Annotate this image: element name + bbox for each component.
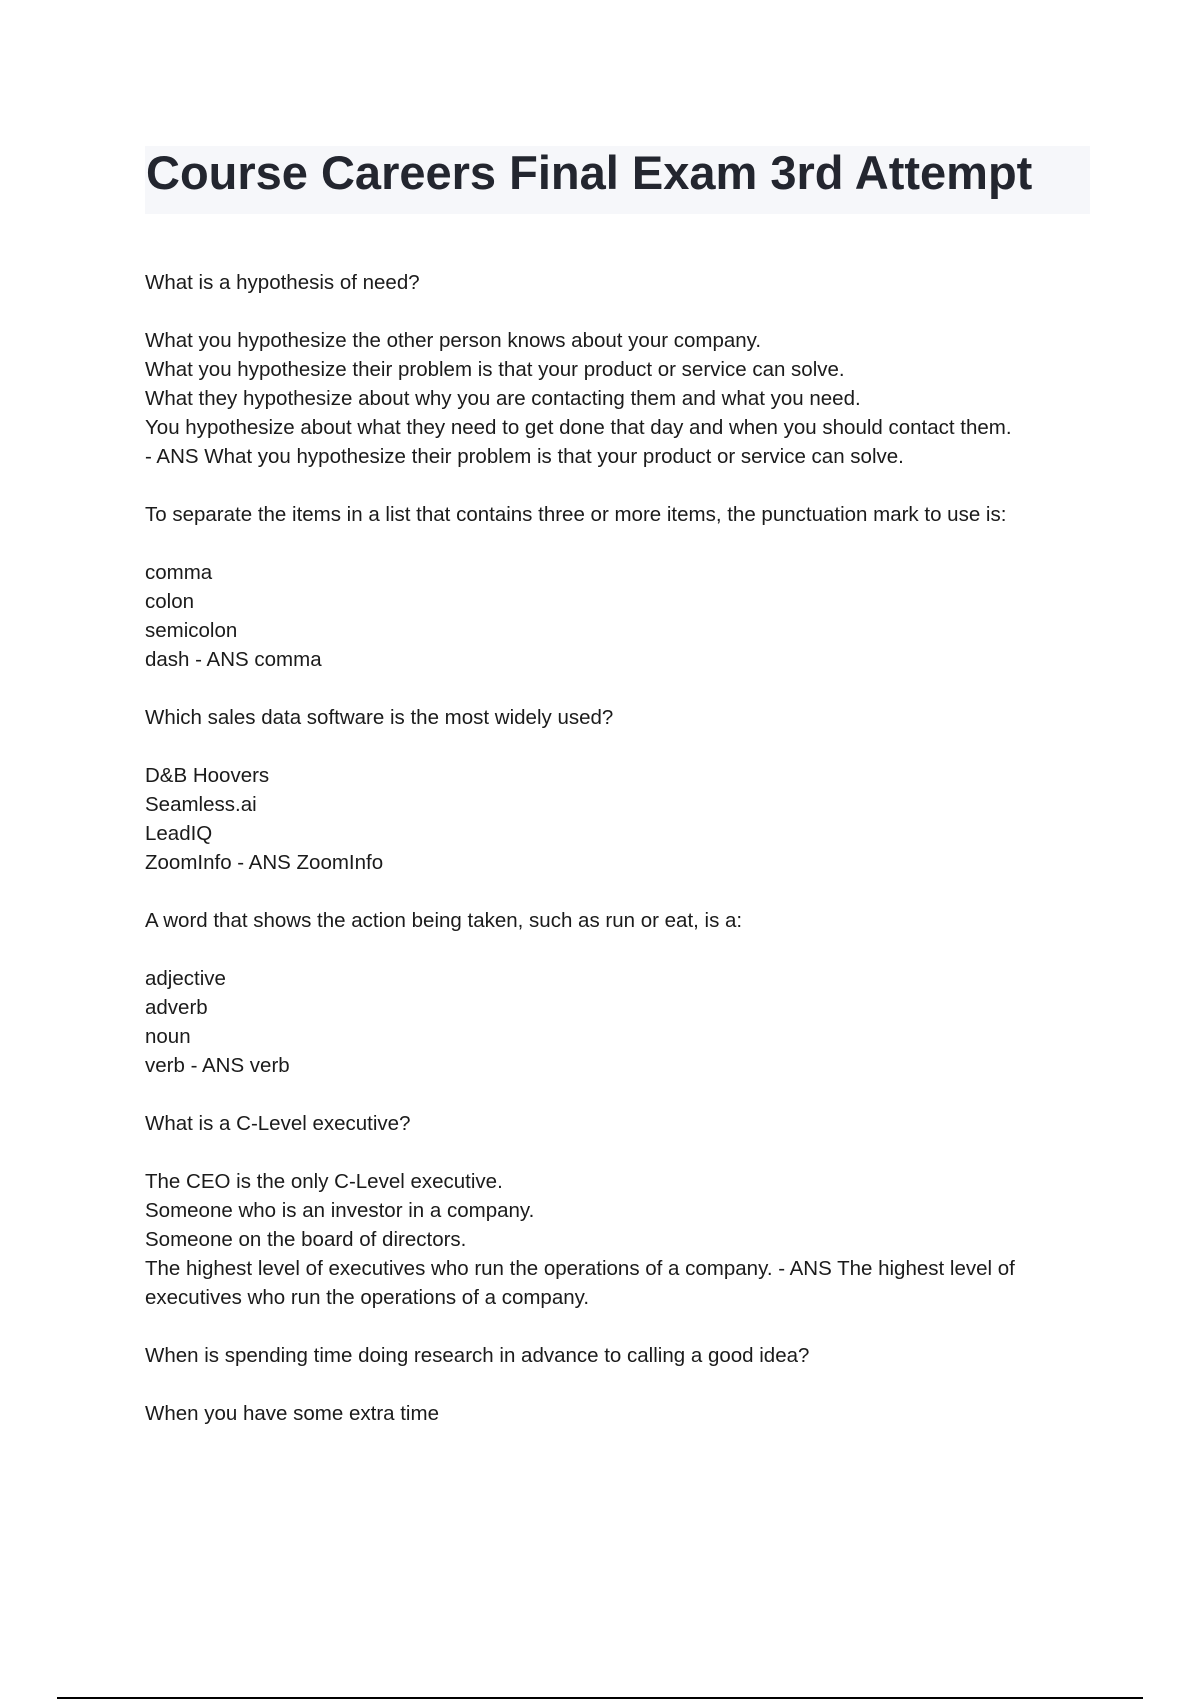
option-text: Seamless.ai	[145, 793, 257, 816]
option-text: What they hypothesize about why you are contacting them and what you need.	[145, 387, 861, 410]
option-text: adverb	[145, 996, 208, 1019]
option-text: noun	[145, 1025, 191, 1048]
answer-text: ZoomInfo - ANS ZoomInfo	[145, 851, 384, 874]
question-text: Which sales data software is the most widely used?	[145, 706, 614, 729]
answer-text: verb - ANS verb	[145, 1054, 290, 1077]
option-text: adjective	[145, 967, 226, 990]
answer-text: dash - ANS comma	[145, 648, 322, 671]
option-text: What you hypothesize their problem is that your product or service can solve.	[145, 358, 845, 381]
option-text: colon	[145, 590, 195, 613]
option-text: When you have some extra time	[145, 1402, 439, 1425]
option-text: The CEO is the only C-Level executive.	[145, 1170, 503, 1193]
option-text: semicolon	[145, 619, 238, 642]
answer-text: - ANS What you hypothesize their problem is that your product or service can solve.	[145, 445, 904, 468]
page-bottom-rule	[57, 1697, 1143, 1699]
page-title: Course Careers Final Exam 3rd Attempt	[146, 146, 1033, 199]
question-text: What is a C-Level executive?	[145, 1112, 411, 1135]
answer-text: executives who run the operations of a company.	[145, 1286, 590, 1309]
question-text: What is a hypothesis of need?	[145, 271, 420, 294]
question-text: When is spending time doing research in advance to calling a good idea?	[145, 1344, 810, 1367]
question-text: A word that shows the action being taken, such as run or eat, is a:	[145, 909, 743, 932]
option-text: D&B Hoovers	[145, 764, 270, 787]
document-body	[145, 268, 1105, 1428]
option-text: You hypothesize about what they need to get done that day and when you should contact them.	[145, 416, 1012, 439]
option-text: Someone on the board of directors.	[145, 1228, 467, 1251]
option-text: comma	[145, 561, 213, 584]
option-text: LeadIQ	[145, 822, 213, 845]
option-text: What you hypothesize the other person knows about your company.	[145, 329, 762, 352]
question-text: To separate the items in a list that contains three or more items, the punctuation mark to use is:	[145, 503, 1007, 526]
option-text: Someone who is an investor in a company.	[145, 1199, 535, 1222]
answer-text: The highest level of executives who run the operations of a company. - ANS The highest level of	[145, 1257, 1015, 1280]
